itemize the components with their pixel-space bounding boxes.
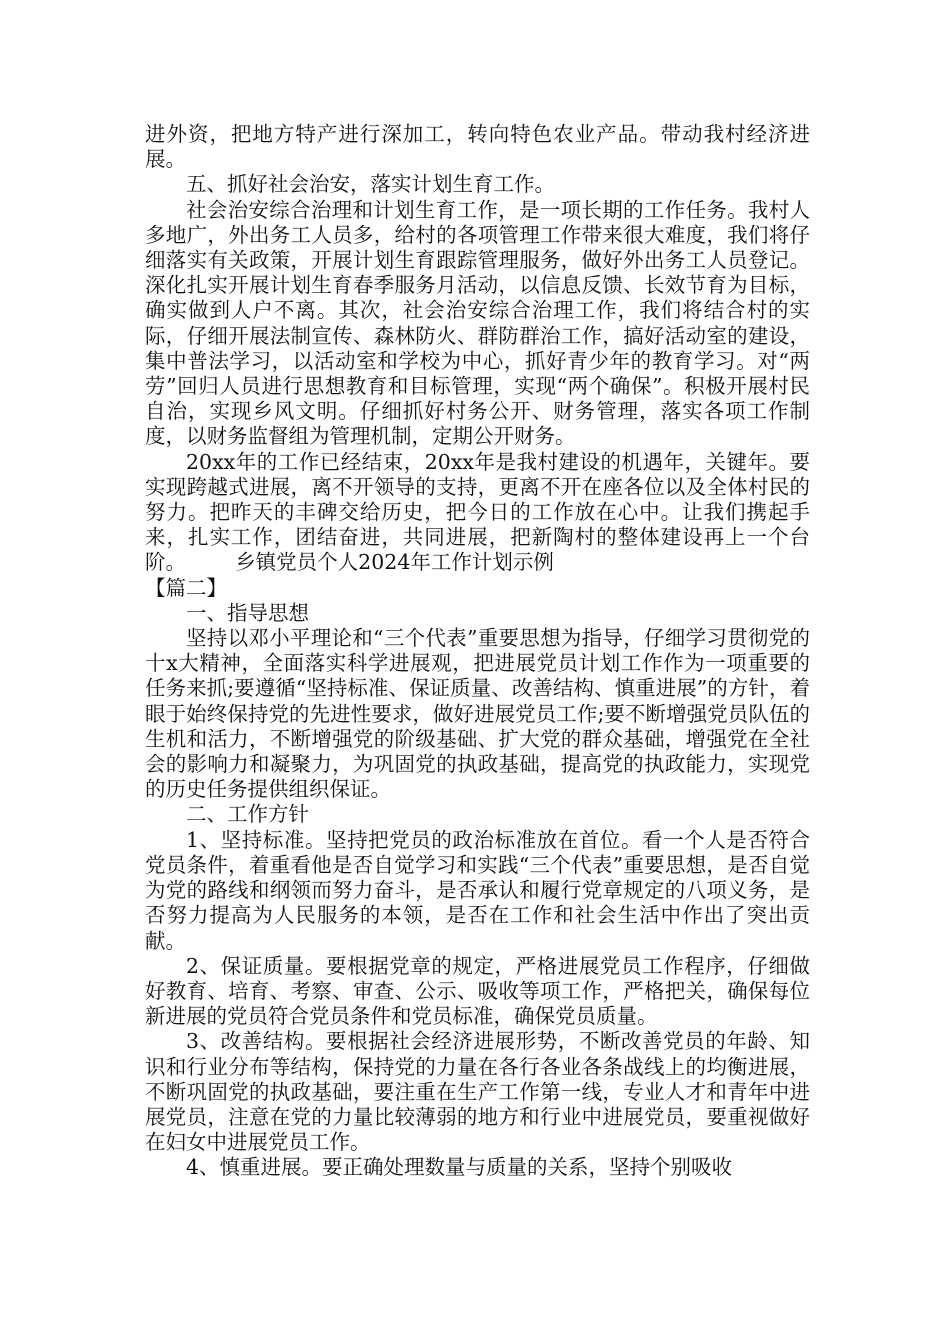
paragraph: 社会治安综合治理和计划生育工作，是一项长期的工作任务。我村人多地广，外出务工人员多，给村的各项管理工作带来很大难度，我们将仔细落实有关政策，开展计划生育跟踪管理服务，做好外出务工人员登记。深化扎实开展计划生育春季服务月活动，以信息反馈、长效节育为目标，确实做到人户不离。其次，社会治安综合治理工作，我们将结合村的实际，仔细开展法制宣传、森林防火、群防群治工作，搞好活动室的建设，集中普法学习，以活动室和学校为中心，抓好青少年的教育学习。对“两劳”回归人员进行思想教育和目标管理，实现“两个确保”。积极开展村民自治，实现乡风文明。仔细抓好村务公开、财务管理，落实各项工作制度，以财务监督组为管理机制，定期公开财务。: [145, 197, 810, 449]
section-heading: 二、工作方针: [186, 802, 309, 827]
paragraph: 2、保证质量。要根据党章的规定，严格进展党员工作程序，仔细做好教育、培育、考察、审查、公示、吸收等项工作，严格把关，确保每位新进展的党员符合党员条件和党员标准，确保党员质量。: [145, 953, 810, 1029]
inline-title: 乡镇党员个人2024年工作计划示例: [235, 550, 554, 575]
paragraph-text: 20xx年的工作已经结束，20xx年是我村建设的机遇年，关键年。要实现跨越式进展，离不开领导的支持，更离不开在座各位以及全体村民的努力。把昨天的丰碑交给历史，把今日的工作放在心中。让我们携起手来，扎实工作，团结奋进，共同进展，把新陶村的整体建设再上一个台阶。: [145, 449, 810, 575]
paragraph: 4、慎重进展。要正确处理数量与质量的关系，坚持个别吸收: [186, 1155, 733, 1180]
section-label: 【篇二】: [145, 575, 227, 600]
section-heading: 五、抓好社会治安，落实计划生育工作。: [186, 172, 555, 197]
paragraph: 3、改善结构。要根据社会经济进展形势，不断改善党员的年龄、知识和行业分布等结构，保持党的力量在各行各业各条战线上的均衡进展，不断巩固党的执政基础，要注重在生产工作第一线，专业人才和青年中进展党员，注意在党的力量比较薄弱的地方和行业中进展党员，要重视做好在妇女中进展党员工作。: [145, 1029, 810, 1155]
paragraph: 坚持以邓小平理论和“三个代表”重要思想为指导，仔细学习贯彻党的十x大精神，全面落实科学进展观，把进展党员计划工作作为一项重要的任务来抓;要遵循“坚持标准、保证质量、改善结构、慎重进展”的方针，着眼于始终保持党的先进性要求，做好进展党员工作;要不断增强党员队伍的生机和活力，不断增强党的阶级基础、扩大党的群众基础，增强党在全社会的影响力和凝聚力，为巩固党的执政基础，提高党的执政能力，实现党的历史任务提供组织保证。: [145, 626, 810, 802]
paragraph: 进外资，把地方特产进行深加工，转向特色农业产品。带动我村经济进展。: [145, 122, 810, 172]
paragraph: [145, 450, 810, 576]
section-heading: 一、指导思想: [186, 600, 309, 625]
document-body: [145, 122, 810, 1181]
paragraph: 1、坚持标准。坚持把党员的政治标准放在首位。看一个人是否符合党员条件，着重看他是否自觉学习和实践“三个代表”重要思想，是否自觉为党的路线和纲领而努力奋斗，是否承认和履行党章规定的八项义务，是否努力提高为人民服务的本领，是否在工作和社会生活中作出了突出贡献。: [145, 827, 810, 953]
